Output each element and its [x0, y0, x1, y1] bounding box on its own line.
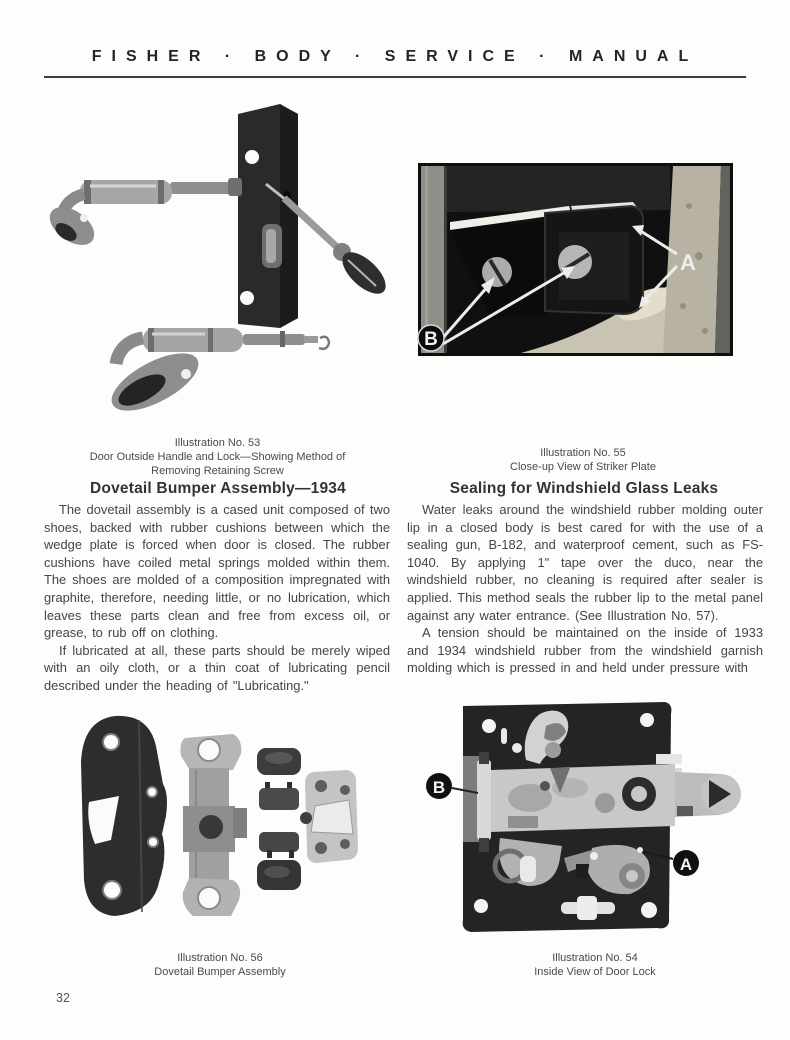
- page-header-title: FISHER · BODY · SERVICE · MANUAL: [91, 48, 699, 65]
- section-body-sealing: [407, 501, 763, 677]
- paragraph: A tension should be maintained on the inside of 1933 and 1934 windshield rubber from the windshield garnish molding which is pressed in and held under pressure with: [407, 625, 763, 676]
- door-lock-photo: [420, 698, 745, 940]
- wedge-plate: [300, 770, 358, 863]
- body-panel-right: [663, 166, 730, 353]
- caption-line: Illustration No. 54: [552, 952, 638, 964]
- rubber-cushions: [257, 748, 301, 890]
- caption-line: Door Outside Handle and Lock—Showing Method of: [89, 451, 346, 463]
- caption-line: Removing Retaining Screw: [151, 465, 284, 477]
- label-b-badge: [418, 325, 444, 351]
- label-a: A: [679, 855, 693, 874]
- label-b: B: [424, 329, 438, 350]
- illustration-54-photo: [420, 698, 745, 940]
- header-rule: [44, 76, 746, 78]
- caption-line: Inside View of Door Lock: [534, 966, 656, 978]
- illustration-53-caption: [40, 436, 395, 478]
- bumper-bracket: [181, 734, 248, 916]
- paragraph: If lubricated at all, these parts should be merely wiped with an oily cloth, or a thin coat of lubricating pencil described under the heading of "Lubricating.": [44, 642, 390, 693]
- label-a: A: [680, 250, 696, 275]
- caption-line: Close-up View of Striker Plate: [510, 461, 656, 473]
- paragraph: The dovetail assembly is a cased unit composed of two shoes, backed with rubber cushions between which the wedge plate is forced when door is closed. The rubber cushions have coiled metal springs molded within them. The shoes are molded of a composition impregnated with graphite, therefore, needing little, or no lubrication, which leaves these parts clean and free from excess oil, or grease, to rub off on clothing.: [44, 502, 390, 641]
- door-handle-lower: [103, 328, 329, 422]
- caption-line: Illustration No. 56: [177, 952, 263, 964]
- illustration-56-caption: [70, 951, 370, 979]
- lock-remote-arm: [675, 772, 741, 817]
- section-heading-dovetail: Dovetail Bumper Assembly—1934: [90, 480, 346, 497]
- dovetail-shoe-plate: [81, 716, 167, 916]
- lock-slide-band: [491, 764, 675, 832]
- lock-plate: [238, 104, 298, 328]
- striker-plate-photo: [421, 166, 730, 353]
- illustration-55-photo: [418, 163, 733, 356]
- lock-bolt-bar: [477, 752, 491, 852]
- paragraph: Water leaks around the windshield rubber molding outer lip in a closed body is best cared for with the use of a sealing gun, B-182, and waterproof cement, such as FS-1040. By applying 1" tape over the duco, near the windshield rubber, no cleaning is required after sealer is applied. This method seals the rubber lip to the metal panel against any water entrance. (See Illustration No. 57).: [407, 502, 763, 623]
- page-number: 32: [56, 991, 70, 1005]
- illustration-53-photo: [40, 98, 400, 432]
- dovetail-bumper-parts-photo: [55, 700, 385, 948]
- illustration-54-caption: [437, 951, 753, 979]
- illustration-55-caption: [408, 446, 758, 474]
- caption-line: Dovetail Bumper Assembly: [154, 966, 286, 978]
- door-handle-upper: [43, 178, 242, 253]
- door-handle-lock-photo: [40, 98, 400, 432]
- section-body-dovetail: [44, 501, 390, 695]
- illustration-56-photo: [55, 700, 385, 948]
- section-heading-sealing: Sealing for Windshield Glass Leaks: [449, 480, 719, 497]
- caption-line: Illustration No. 53: [174, 437, 261, 449]
- label-b: B: [432, 778, 446, 797]
- caption-line: Illustration No. 55: [540, 447, 626, 459]
